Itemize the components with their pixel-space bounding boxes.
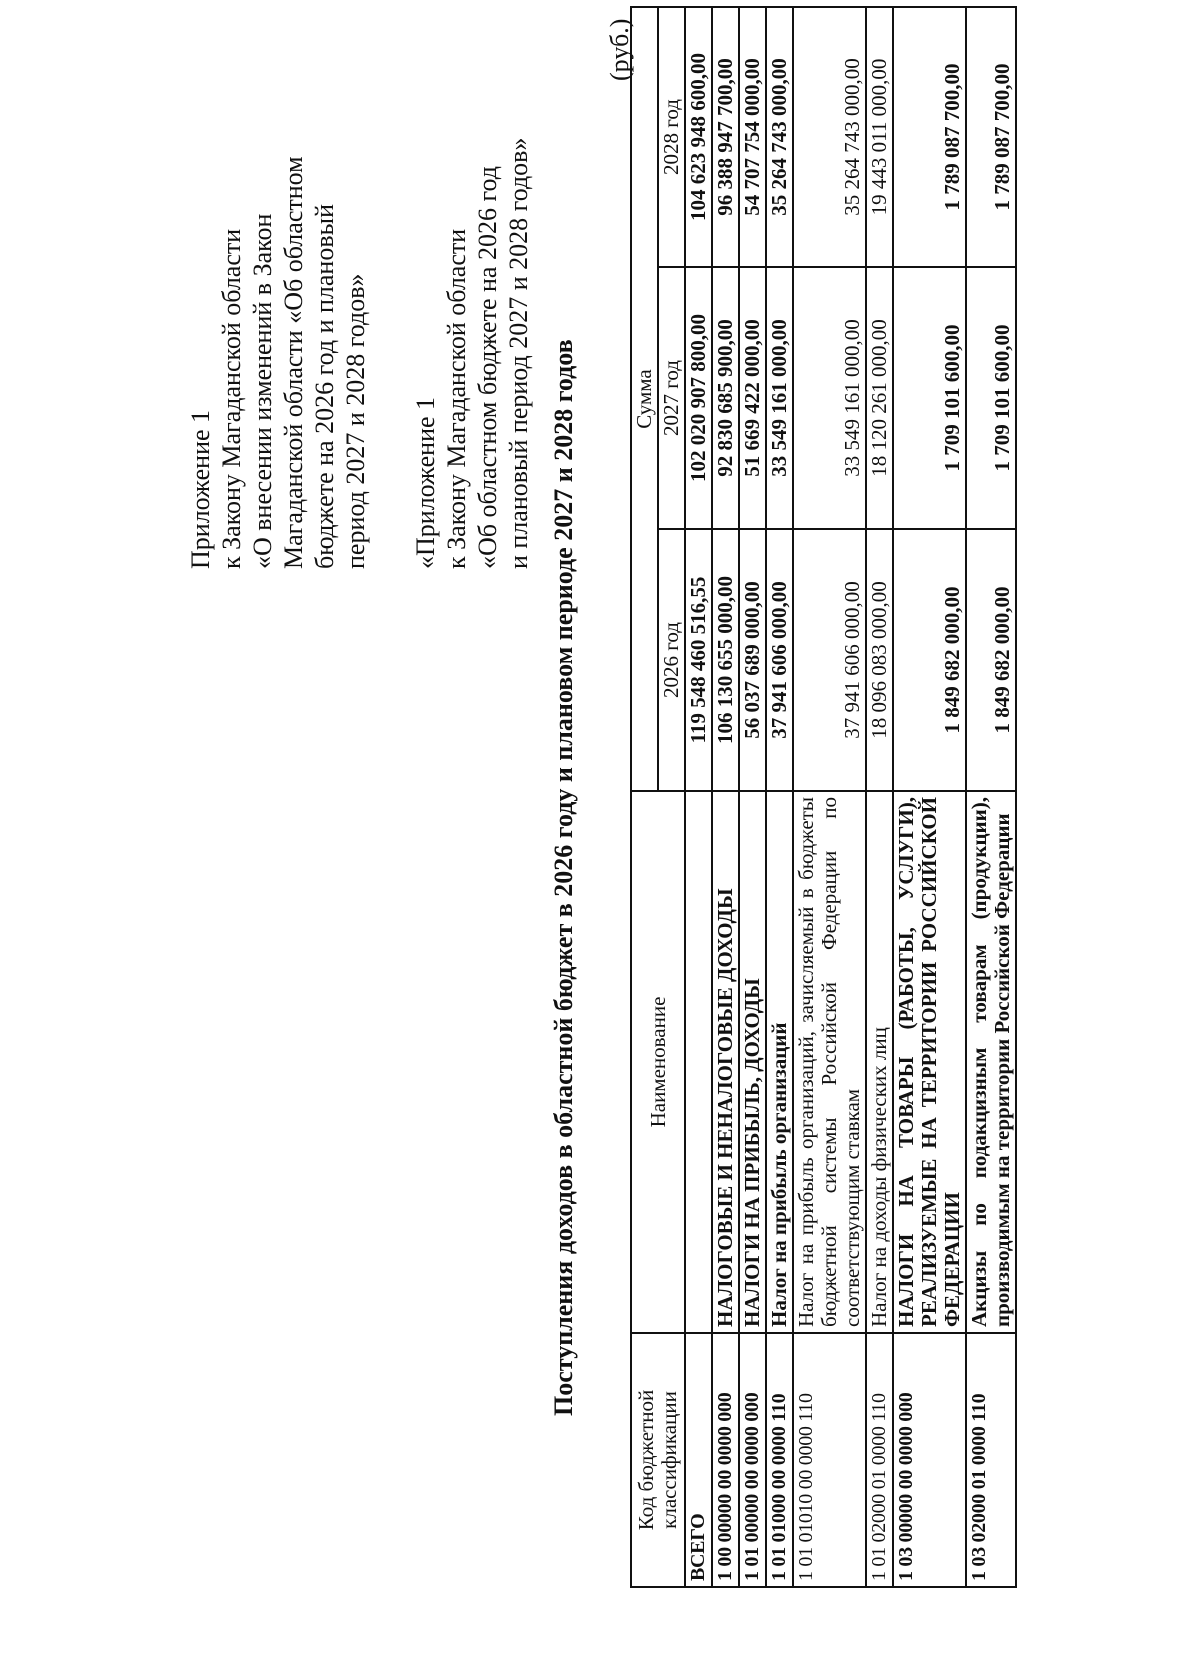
annex-current-line: Приложение 1 <box>186 409 215 569</box>
row-name: НАЛОГИ НА ПРИБЫЛЬ, ДОХОДЫ <box>739 791 766 1333</box>
row-code: 1 03 02000 01 0000 110 <box>966 1333 1016 1587</box>
table-row <box>866 7 893 1587</box>
row-name <box>685 791 712 1333</box>
row-name: НАЛОГОВЫЕ И НЕНАЛОГОВЫЕ ДОХОДЫ <box>712 791 739 1333</box>
row-code: 1 00 00000 00 0000 000 <box>712 1333 739 1587</box>
header-sum: Сумма <box>631 7 658 791</box>
annex-original-line: и плановый период 2027 и 2028 годов» <box>504 137 533 569</box>
row-code: 1 01 01000 00 0000 110 <box>766 1333 793 1587</box>
row-code: 1 01 01010 00 0000 110 <box>793 1333 866 1587</box>
row-value-2027: 102 020 907 800,00 <box>685 267 712 529</box>
row-value-2026: 119 548 460 516,55 <box>685 529 712 791</box>
row-value-2026: 37 941 606 000,00 <box>766 529 793 791</box>
row-name: Акцизы по подакцизным товарам (продукции), производимым на территории Российской Федерации <box>966 791 1016 1333</box>
row-name: НАЛОГИ НА ТОВАРЫ (РАБОТЫ, УСЛУГИ), РЕАЛИЗУЕМЫЕ НА ТЕРРИТОРИИ РОССИЙСКОЙ ФЕДЕРАЦИИ <box>893 791 966 1333</box>
row-name: Налог на прибыль организаций <box>766 791 793 1333</box>
budget-table <box>630 6 1017 1588</box>
table-row <box>712 7 739 1587</box>
row-value-2028: 35 264 743 000,00 <box>793 7 866 267</box>
table-row <box>793 7 866 1587</box>
annex-original-line: «Приложение 1 <box>411 396 440 569</box>
annex-current-line: «О внесении изменений в Закон <box>248 213 277 569</box>
annex-current-line: период 2027 и 2028 годов» <box>341 273 370 569</box>
header-year-2026: 2026 год <box>658 529 685 791</box>
row-value-2026: 1 849 682 000,00 <box>966 529 1016 791</box>
row-value-2028: 96 388 947 700,00 <box>712 7 739 267</box>
annex-original <box>410 99 534 569</box>
row-value-2027: 33 549 161 000,00 <box>793 267 866 529</box>
row-value-2027: 33 549 161 000,00 <box>766 267 793 529</box>
row-code: 1 01 00000 00 0000 000 <box>739 1333 766 1587</box>
row-value-2028: 1 789 087 700,00 <box>966 7 1016 267</box>
table-row <box>766 7 793 1587</box>
row-value-2028: 1 789 087 700,00 <box>893 7 966 267</box>
table-row <box>739 7 766 1587</box>
row-value-2026: 56 037 689 000,00 <box>739 529 766 791</box>
table-row <box>966 7 1016 1587</box>
row-value-2026: 18 096 083 000,00 <box>866 529 893 791</box>
row-name: Налог на прибыль организаций, зачисляемый в бюджеты бюджетной системы Российской Федерации по соответствующим ставкам <box>793 791 866 1333</box>
header-name: Наименование <box>631 791 685 1333</box>
row-value-2028: 35 264 743 000,00 <box>766 7 793 267</box>
table-row <box>685 7 712 1587</box>
row-value-2027: 18 120 261 000,00 <box>866 267 893 529</box>
header-code: Код бюджетной классификации <box>631 1333 685 1587</box>
row-value-2028: 104 623 948 600,00 <box>685 7 712 267</box>
row-value-2026: 37 941 606 000,00 <box>793 529 866 791</box>
row-code: 1 01 02000 01 0000 110 <box>866 1333 893 1587</box>
document-title: Поступления доходов в областной бюджет в 2026 году и плановом периоде 2027 и 2028 годов <box>549 339 578 1416</box>
row-code: 1 03 00000 00 0000 000 <box>893 1333 966 1587</box>
annex-original-line: к Закону Магаданской области <box>442 228 471 569</box>
annex-current-line: Магаданской области «Об областном <box>279 156 308 569</box>
row-value-2028: 54 707 754 000,00 <box>739 7 766 267</box>
row-value-2027: 92 830 685 900,00 <box>712 267 739 529</box>
budget-table-body <box>685 7 1016 1587</box>
row-value-2027: 1 709 101 600,00 <box>893 267 966 529</box>
row-value-2027: 51 669 422 000,00 <box>739 267 766 529</box>
table-row <box>893 7 966 1587</box>
row-value-2026: 106 130 655 000,00 <box>712 529 739 791</box>
annex-current-line: бюджете на 2026 год и плановый <box>310 204 339 569</box>
row-name: Налог на доходы физических лиц <box>866 791 893 1333</box>
row-code: ВСЕГО <box>685 1333 712 1587</box>
budget-table-wrapper <box>630 8 1017 1588</box>
row-value-2028: 19 443 011 000,00 <box>866 7 893 267</box>
header-year-2028: 2028 год <box>658 7 685 267</box>
annex-current <box>185 99 371 569</box>
header-year-2027: 2027 год <box>658 267 685 529</box>
annex-original-line: «Об областном бюджете на 2026 год <box>473 166 502 569</box>
row-value-2027: 1 709 101 600,00 <box>966 267 1016 529</box>
currency-unit: (руб.) <box>605 18 634 81</box>
row-value-2026: 1 849 682 000,00 <box>893 529 966 791</box>
annex-current-line: к Закону Магаданской области <box>217 228 246 569</box>
